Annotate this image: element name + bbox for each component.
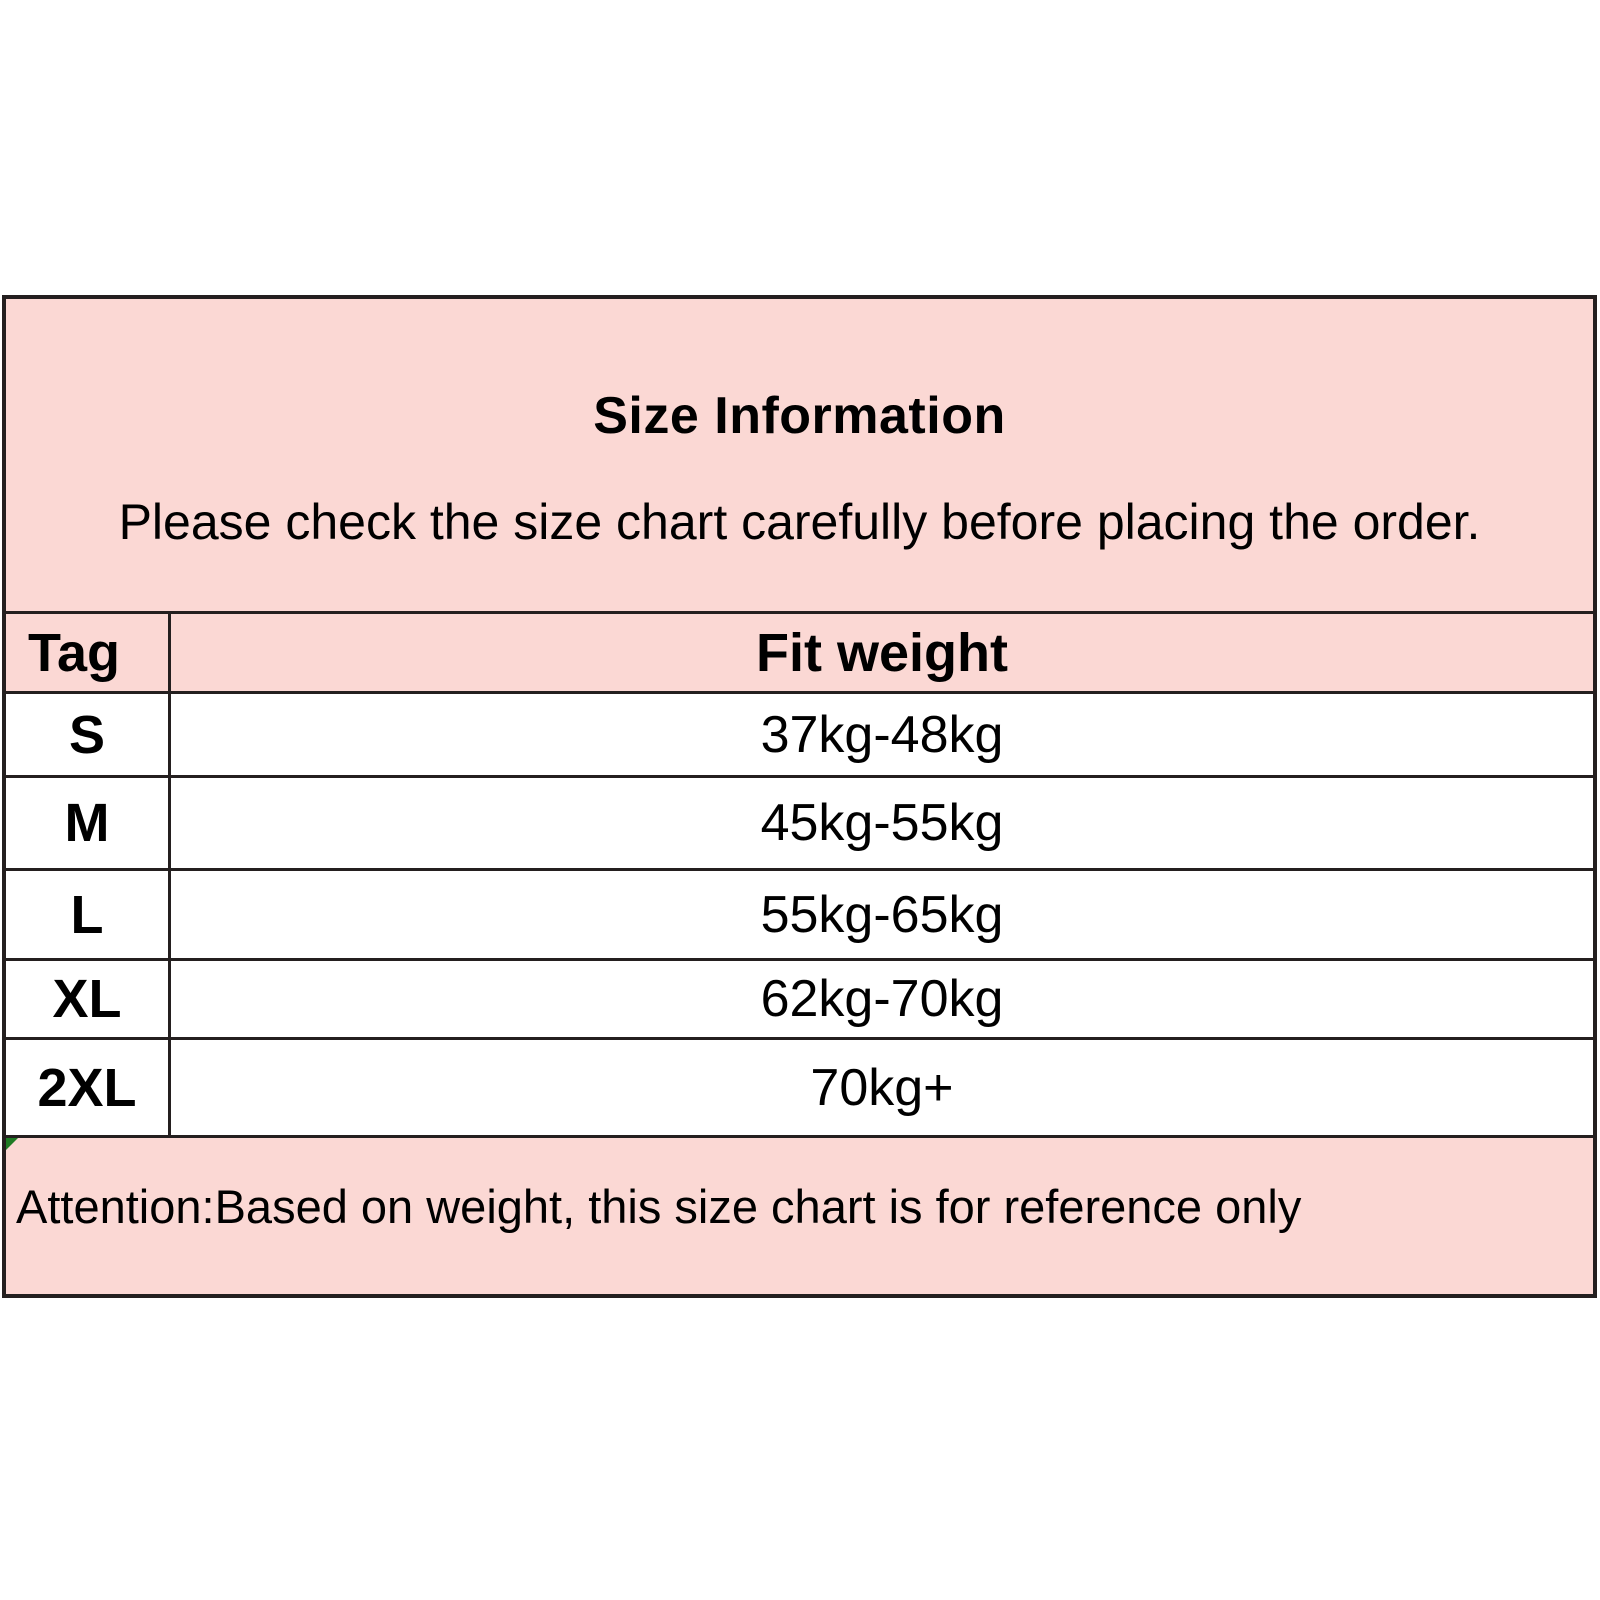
fit-weight-cell: 70kg+: [810, 1058, 954, 1117]
tag-cell: 2XL: [6, 1040, 171, 1135]
table-row-2xl: [6, 1037, 1593, 1135]
attention-note: Attention:Based on weight, this size chart is for reference only: [16, 1180, 1302, 1233]
fit-weight-cell: 55kg-65kg: [760, 885, 1004, 944]
fit-weight-cell: 45kg-55kg: [760, 794, 1004, 852]
subtitle-note: Please check the size chart carefully before placing the order.: [118, 494, 1481, 550]
attention-row: [6, 1135, 1593, 1294]
fit-weight-cell: 62kg-70kg: [760, 970, 1004, 1028]
table-header-row: [6, 611, 1593, 691]
size-chart-panel: [2, 295, 1597, 1298]
cell-corner-triangle-icon: [6, 1138, 18, 1150]
tag-cell: M: [6, 778, 171, 868]
fit-weight-cell: 37kg-48kg: [760, 705, 1004, 764]
tag-cell: L: [6, 871, 171, 958]
table-row-s: [6, 691, 1593, 775]
column-header-fit-weight: Fit weight: [756, 622, 1008, 683]
intro-block: [6, 299, 1593, 611]
column-header-tag: Tag: [6, 614, 171, 691]
table-row-xl: [6, 958, 1593, 1037]
table-row-m: [6, 775, 1593, 868]
tag-cell: XL: [6, 961, 171, 1037]
page-title: Size Information: [593, 387, 1006, 445]
table-row-l: [6, 868, 1593, 958]
tag-cell: S: [6, 694, 171, 775]
